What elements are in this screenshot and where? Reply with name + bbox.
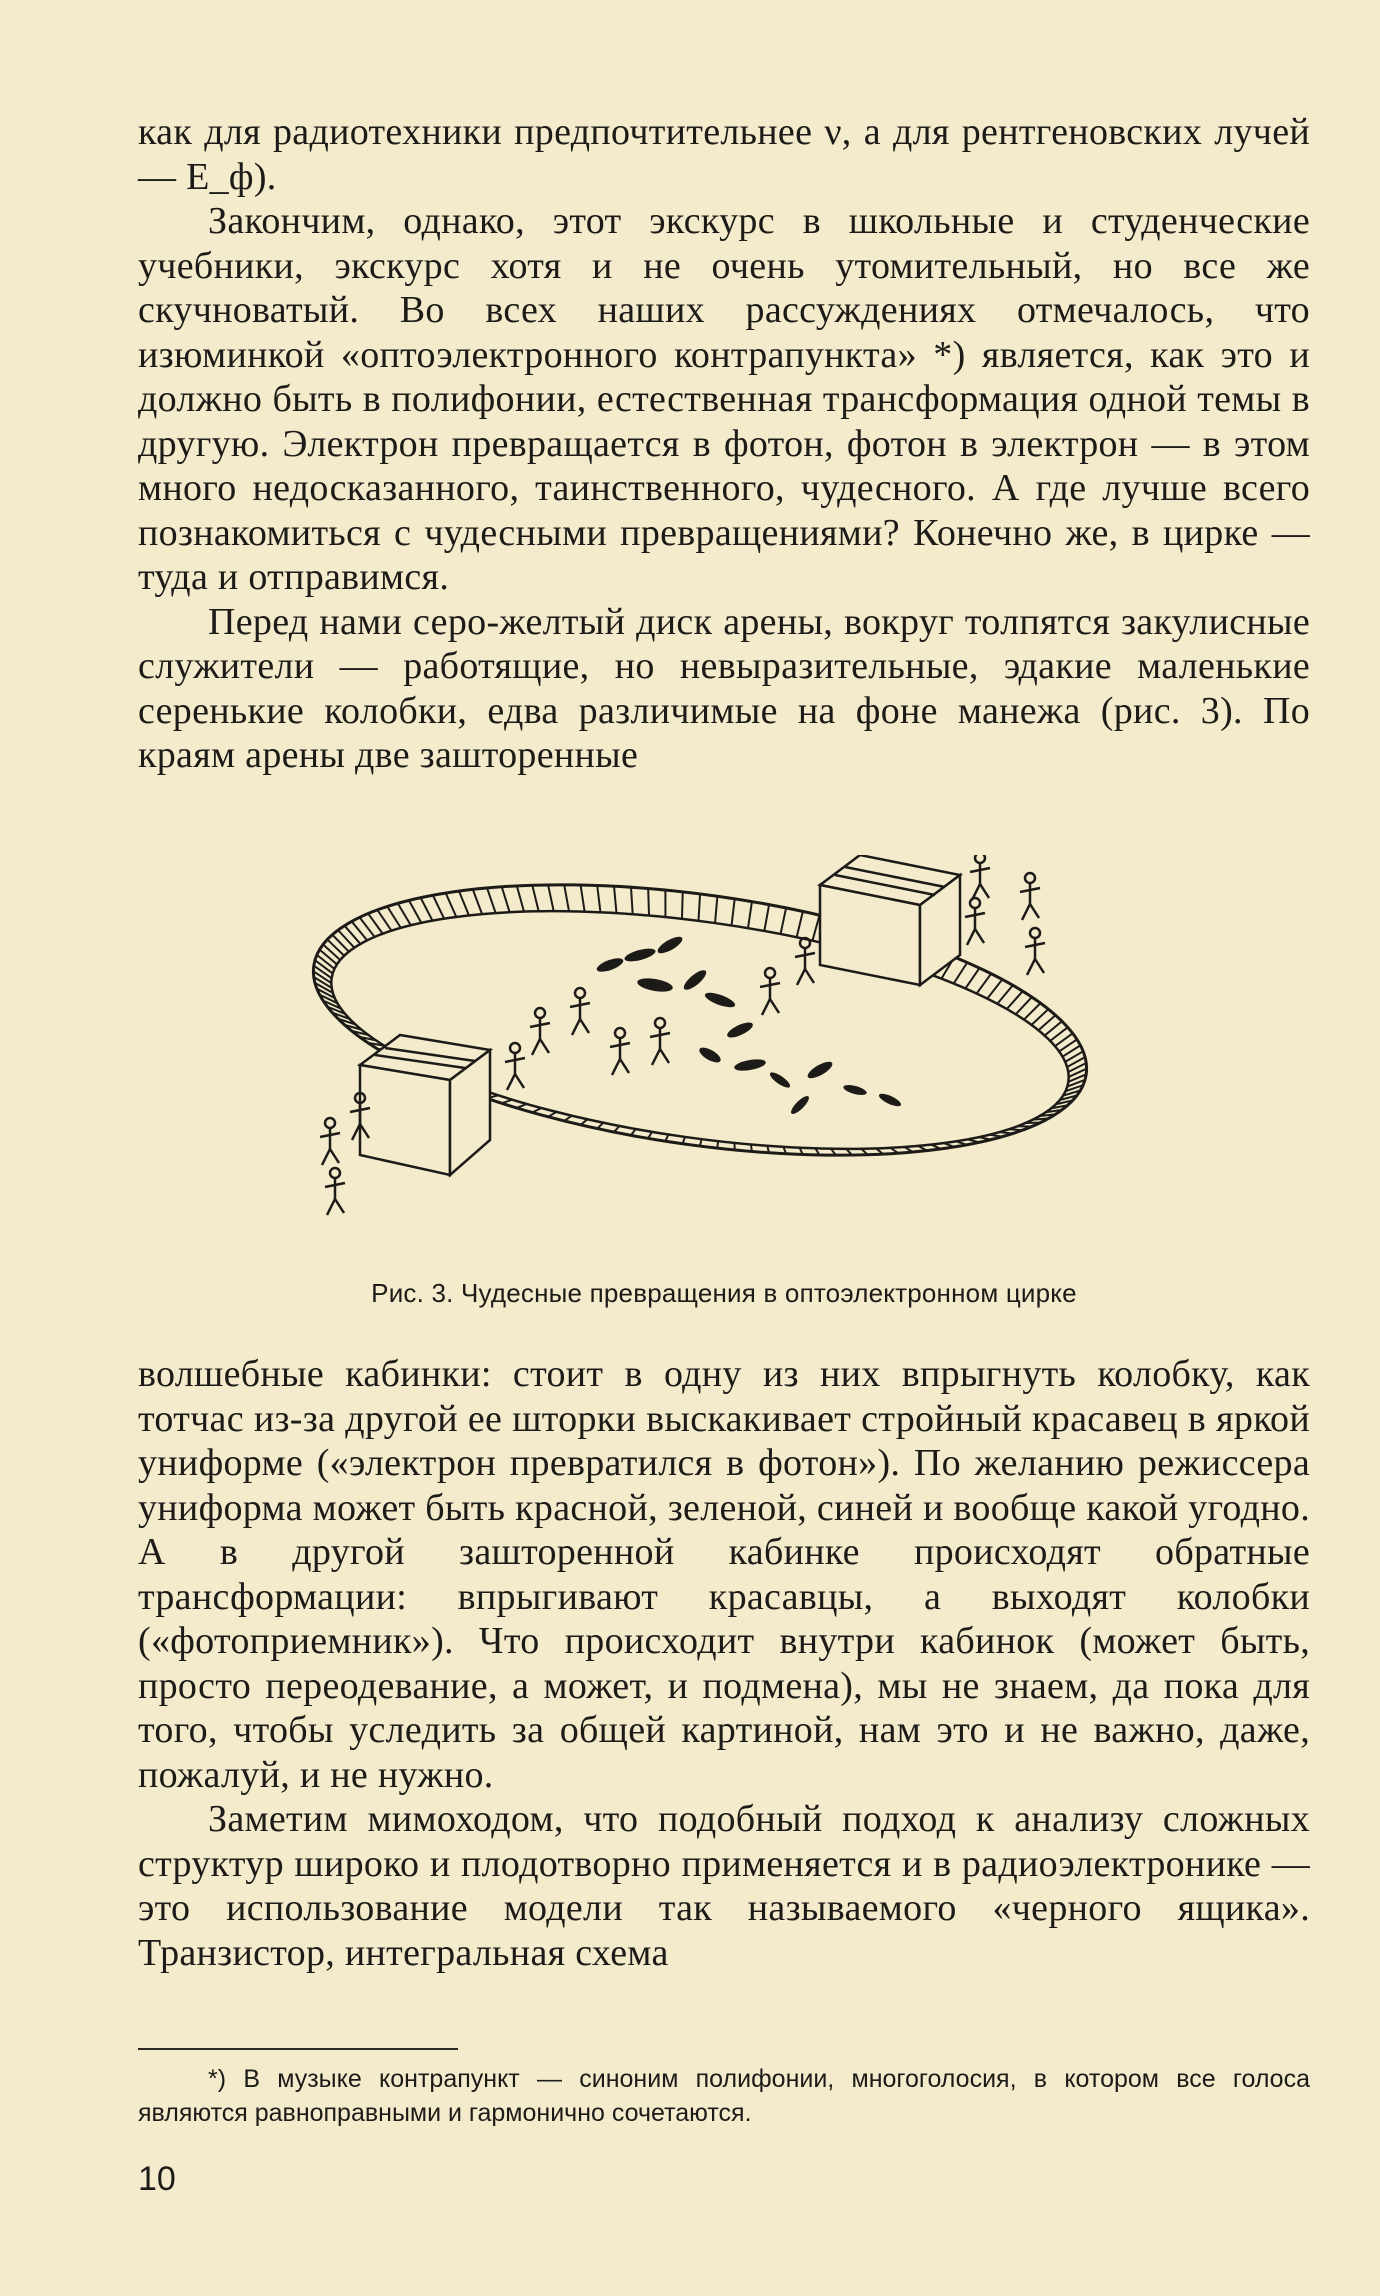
ring-hatch-line <box>954 962 968 983</box>
ring-hatch-line <box>564 885 569 911</box>
ring-hatch-line <box>332 935 349 952</box>
circus-illustration <box>300 855 1120 1235</box>
ring-hatch-line <box>1007 991 1023 1009</box>
paragraph-excursion: Закончим, однако, этот экскурс в школьные и студенческие учебники, экскурс хотя и не очень утомительный, но все же скучноватый. Во всех наших рассуждениях отмечалось, что изюминкой «оптоэлектронного контрапункта» *) является, как это и должно быть в полифонии, естественная трансформация одной темы в другую. Электрон превращается в фотон, фотон в электрон — в этом много недосказанного, таинственного, чудесного. А где лучше всего познакомиться с чудесными превращениями? Конечно же, в цирке — туда и отправимся. <box>138 200 1310 598</box>
ring-hatch-line <box>732 899 735 926</box>
ring-hatch-line <box>715 896 717 923</box>
ring-hatch-line <box>317 955 335 969</box>
ring-hatch-line <box>781 908 787 934</box>
ring-hatch-line <box>433 895 444 918</box>
ring-hatch-line <box>1009 1129 1023 1130</box>
ring-hatch-line <box>421 898 433 921</box>
ring-hatch-line <box>648 889 649 916</box>
footnote-text: *) В музыке контрапункт — синоним полифонии, многоголосия, в котором все голоса являются равноправными и гармонично сочетаются. <box>138 2065 1310 2127</box>
ring-hatch-line <box>1033 1119 1048 1120</box>
text-block-bottom <box>138 1352 1310 1975</box>
paragraph-continuation: как для радиотехники предпочтительнее ν, а для рентгеновских лучей — E_ф). <box>138 111 1310 198</box>
ring-hatch-line <box>323 944 340 959</box>
ring-hatch-line <box>764 905 769 931</box>
ring-hatch-line <box>989 1135 1002 1137</box>
ring-hatch-line <box>797 911 803 937</box>
paragraph-cabins: волшебные кабинки: стоит в одну из них впрыгнуть колобку, как тотчас из-за другой ее шторки выскакивает стройный красавец в яркой униформе («электрон превратился в фотон»). По желанию режиссера униформа может быть красной, зеленой, синей и вообще какой угодно. А в другой зашторенной кабинке происходят обратные трансформации: впрыгивают красавцы, а выходят колобки («фотоприемник»). Что происходит внутри кабинок (может быть, просто переодевание, а может, и подмена), мы не знаем, да пока для того, чтобы уследить за общей картиной, нам это и не важно, даже, пожалуй, и не нужно. <box>138 1353 1310 1796</box>
ring-hatch-line <box>387 907 401 928</box>
ring-hatch-line <box>631 887 633 914</box>
ring-hatch-line <box>979 1137 991 1139</box>
ring-hatch-line <box>398 903 411 925</box>
ring-hatch-line <box>327 940 344 956</box>
circus-arena-drawing <box>300 855 1120 1235</box>
ring-hatch-line <box>997 985 1012 1004</box>
ring-hatch-line <box>1024 1003 1041 1019</box>
ring-hatch-line <box>751 1144 752 1151</box>
footnote <box>138 2062 1310 2130</box>
ring-hatch-line <box>977 974 992 994</box>
ring-hatch-line <box>473 889 482 914</box>
ring-hatch-line <box>987 979 1002 998</box>
ring-hatch-line <box>580 1119 587 1125</box>
ring-hatch-line <box>682 892 683 919</box>
ring-hatch-line <box>502 1100 513 1104</box>
ring-hatch-line <box>315 960 333 973</box>
ring-hatch-line <box>548 1112 556 1117</box>
ring-hatch-line <box>517 1104 527 1108</box>
ring-hatch-line <box>548 885 554 911</box>
ring-hatch-line <box>597 886 600 913</box>
ring-hatch-line <box>956 1141 967 1144</box>
ring-hatch-line <box>717 1141 718 1148</box>
ring-hatch-line <box>1016 997 1032 1014</box>
ring-hatch-line <box>487 888 496 913</box>
ring-hatch-line <box>532 1108 541 1112</box>
ring-hatch-line <box>748 902 752 929</box>
ring-hatch-line <box>564 1116 572 1121</box>
ring-hatch-line <box>581 885 585 912</box>
ring-hatch-line <box>446 893 457 917</box>
text-block-top <box>138 110 1310 778</box>
paragraph-black-box: Заметим мимоходом, что подобный подход к анализу сложных структур широко и плодотворно применяется и в радиоэлектронике — это использование модели так называемого «черного ящика». Транзистор, интегральная схема <box>138 1798 1310 1974</box>
cabin-left <box>360 1035 490 1175</box>
ring-hatch-line <box>502 887 510 912</box>
ring-hatch-line <box>517 886 524 912</box>
ring-hatch-line <box>698 894 700 921</box>
cabin-right <box>820 855 960 985</box>
ring-hatch-line <box>812 915 819 941</box>
figure-caption: Рис. 3. Чудесные превращения в оптоэлектронном цирке <box>371 1278 1077 1308</box>
footnote-divider <box>138 2048 458 2050</box>
ring-hatch-line <box>968 1139 980 1142</box>
ring-hatch-line <box>320 950 337 965</box>
ring-hatch-line <box>965 968 979 988</box>
page-number: 10 <box>138 2160 176 2198</box>
ring-hatch-line <box>459 891 469 915</box>
ring-hatch-line <box>999 1132 1013 1133</box>
ring-hatch-line <box>614 886 616 913</box>
paragraph-arena: Перед нами серо-желтый диск арены, вокруг толпятся закулисные служители — работящие, но невыразительные, эдакие маленькие серенькие колобки, едва различимые на фоне манежа (рис. 3). По краям арены две зашторенные <box>138 600 1310 776</box>
ring-hatch-line <box>532 885 538 911</box>
ring-hatch-line <box>597 1123 603 1129</box>
ring-hatch-line <box>409 900 421 922</box>
